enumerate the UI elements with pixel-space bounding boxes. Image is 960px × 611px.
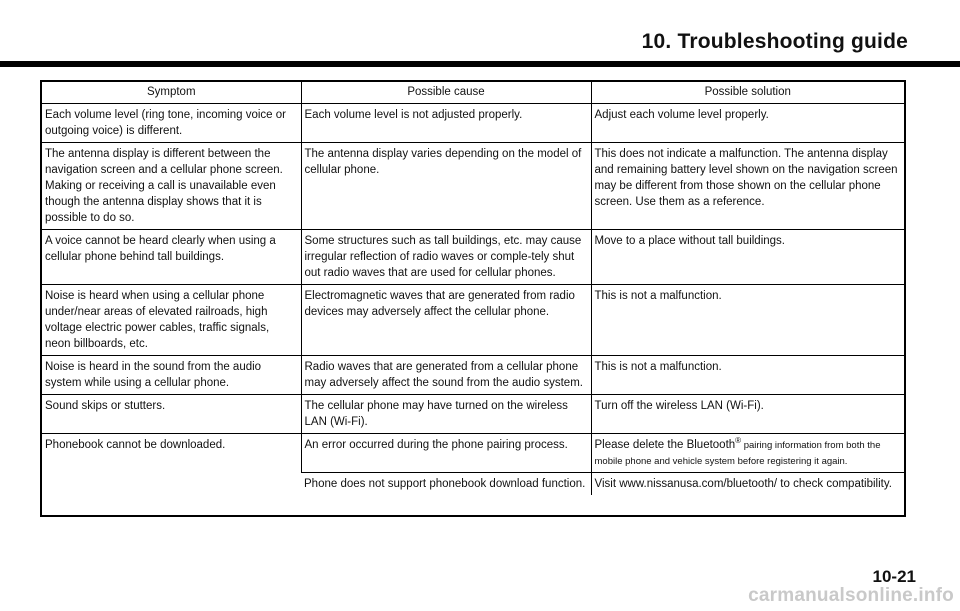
registered-mark: ® xyxy=(735,436,742,446)
cause-cell: Electromagnetic waves that are generated from radio devices may adversely affect the cellular phone. xyxy=(301,285,591,356)
column-header-cause: Possible cause xyxy=(301,82,591,104)
table-row xyxy=(42,285,904,356)
solution-cell: This does not indicate a malfunction. The antenna display and remaining battery level shown on the navigation screen may be different from those shown on the cellular phone screen. Use them as a reference. xyxy=(591,143,904,230)
symptom-cell: Noise is heard in the sound from the audio system while using a cellular phone. xyxy=(42,356,301,395)
page-number: 10-21 xyxy=(872,567,916,586)
solution-cell xyxy=(591,434,904,473)
symptom-cell: A voice cannot be heard clearly when using a cellular phone behind tall buildings. xyxy=(42,230,301,285)
table-header-row xyxy=(42,82,904,104)
symptom-cell: The antenna display is different between the navigation screen and a cellular phone screen. Making or receiving a call is unavailable even though the antenna display shows that it is possible to do so. xyxy=(42,143,301,230)
table-row xyxy=(42,356,904,395)
cause-cell: Radio waves that are generated from a cellular phone may adversely affect the sound from the audio system. xyxy=(301,356,591,395)
troubleshooting-table xyxy=(40,80,906,517)
symptom-cell: Phonebook cannot be downloaded. xyxy=(42,434,301,496)
cause-cell: The cellular phone may have turned on the wireless LAN (Wi-Fi). xyxy=(301,395,591,434)
solution-cell: This is not a malfunction. xyxy=(591,356,904,395)
solution-text: Please delete the Bluetooth xyxy=(594,439,736,451)
table-row xyxy=(42,434,904,473)
solution-cell: Adjust each volume level properly. xyxy=(591,104,904,143)
solution-cell: Turn off the wireless LAN (Wi-Fi). xyxy=(591,395,904,434)
table-row xyxy=(42,230,904,285)
symptom-cell: Noise is heard when using a cellular phone under/near areas of elevated railroads, high voltage electric power cables, traffic signals, neon billboards, etc. xyxy=(42,285,301,356)
solution-cell: This is not a malfunction. xyxy=(591,285,904,356)
chapter-title: 10. Troubleshooting guide xyxy=(641,30,908,53)
table-row xyxy=(42,143,904,230)
symptom-cell: Sound skips or stutters. xyxy=(42,395,301,434)
cause-cell: The antenna display varies depending on the model of cellular phone. xyxy=(301,143,591,230)
solution-cell: Move to a place without tall buildings. xyxy=(591,230,904,285)
cause-cell: Some structures such as tall buildings, etc. may cause irregular reflection of radio waves or comple-tely shut out radio waves that are used for cellular phones. xyxy=(301,230,591,285)
header-rule xyxy=(0,61,960,67)
cause-cell: An error occurred during the phone pairing process. xyxy=(301,434,591,473)
column-header-symptom: Symptom xyxy=(42,82,301,104)
column-header-solution: Possible solution xyxy=(591,82,904,104)
symptom-cell: Each volume level (ring tone, incoming voice or outgoing voice) is different. xyxy=(42,104,301,143)
cause-cell: Phone does not support phonebook download function. xyxy=(301,473,591,496)
table-row xyxy=(42,395,904,434)
solution-cell: Visit www.nissanusa.com/bluetooth/ to check compatibility. xyxy=(591,473,904,496)
table-row xyxy=(42,104,904,143)
cause-cell: Each volume level is not adjusted properly. xyxy=(301,104,591,143)
watermark: carmanualsonline.info xyxy=(748,585,954,606)
solution-small-text: pairing information from both the mobile phone and vehicle system before registering it again. xyxy=(594,440,881,467)
